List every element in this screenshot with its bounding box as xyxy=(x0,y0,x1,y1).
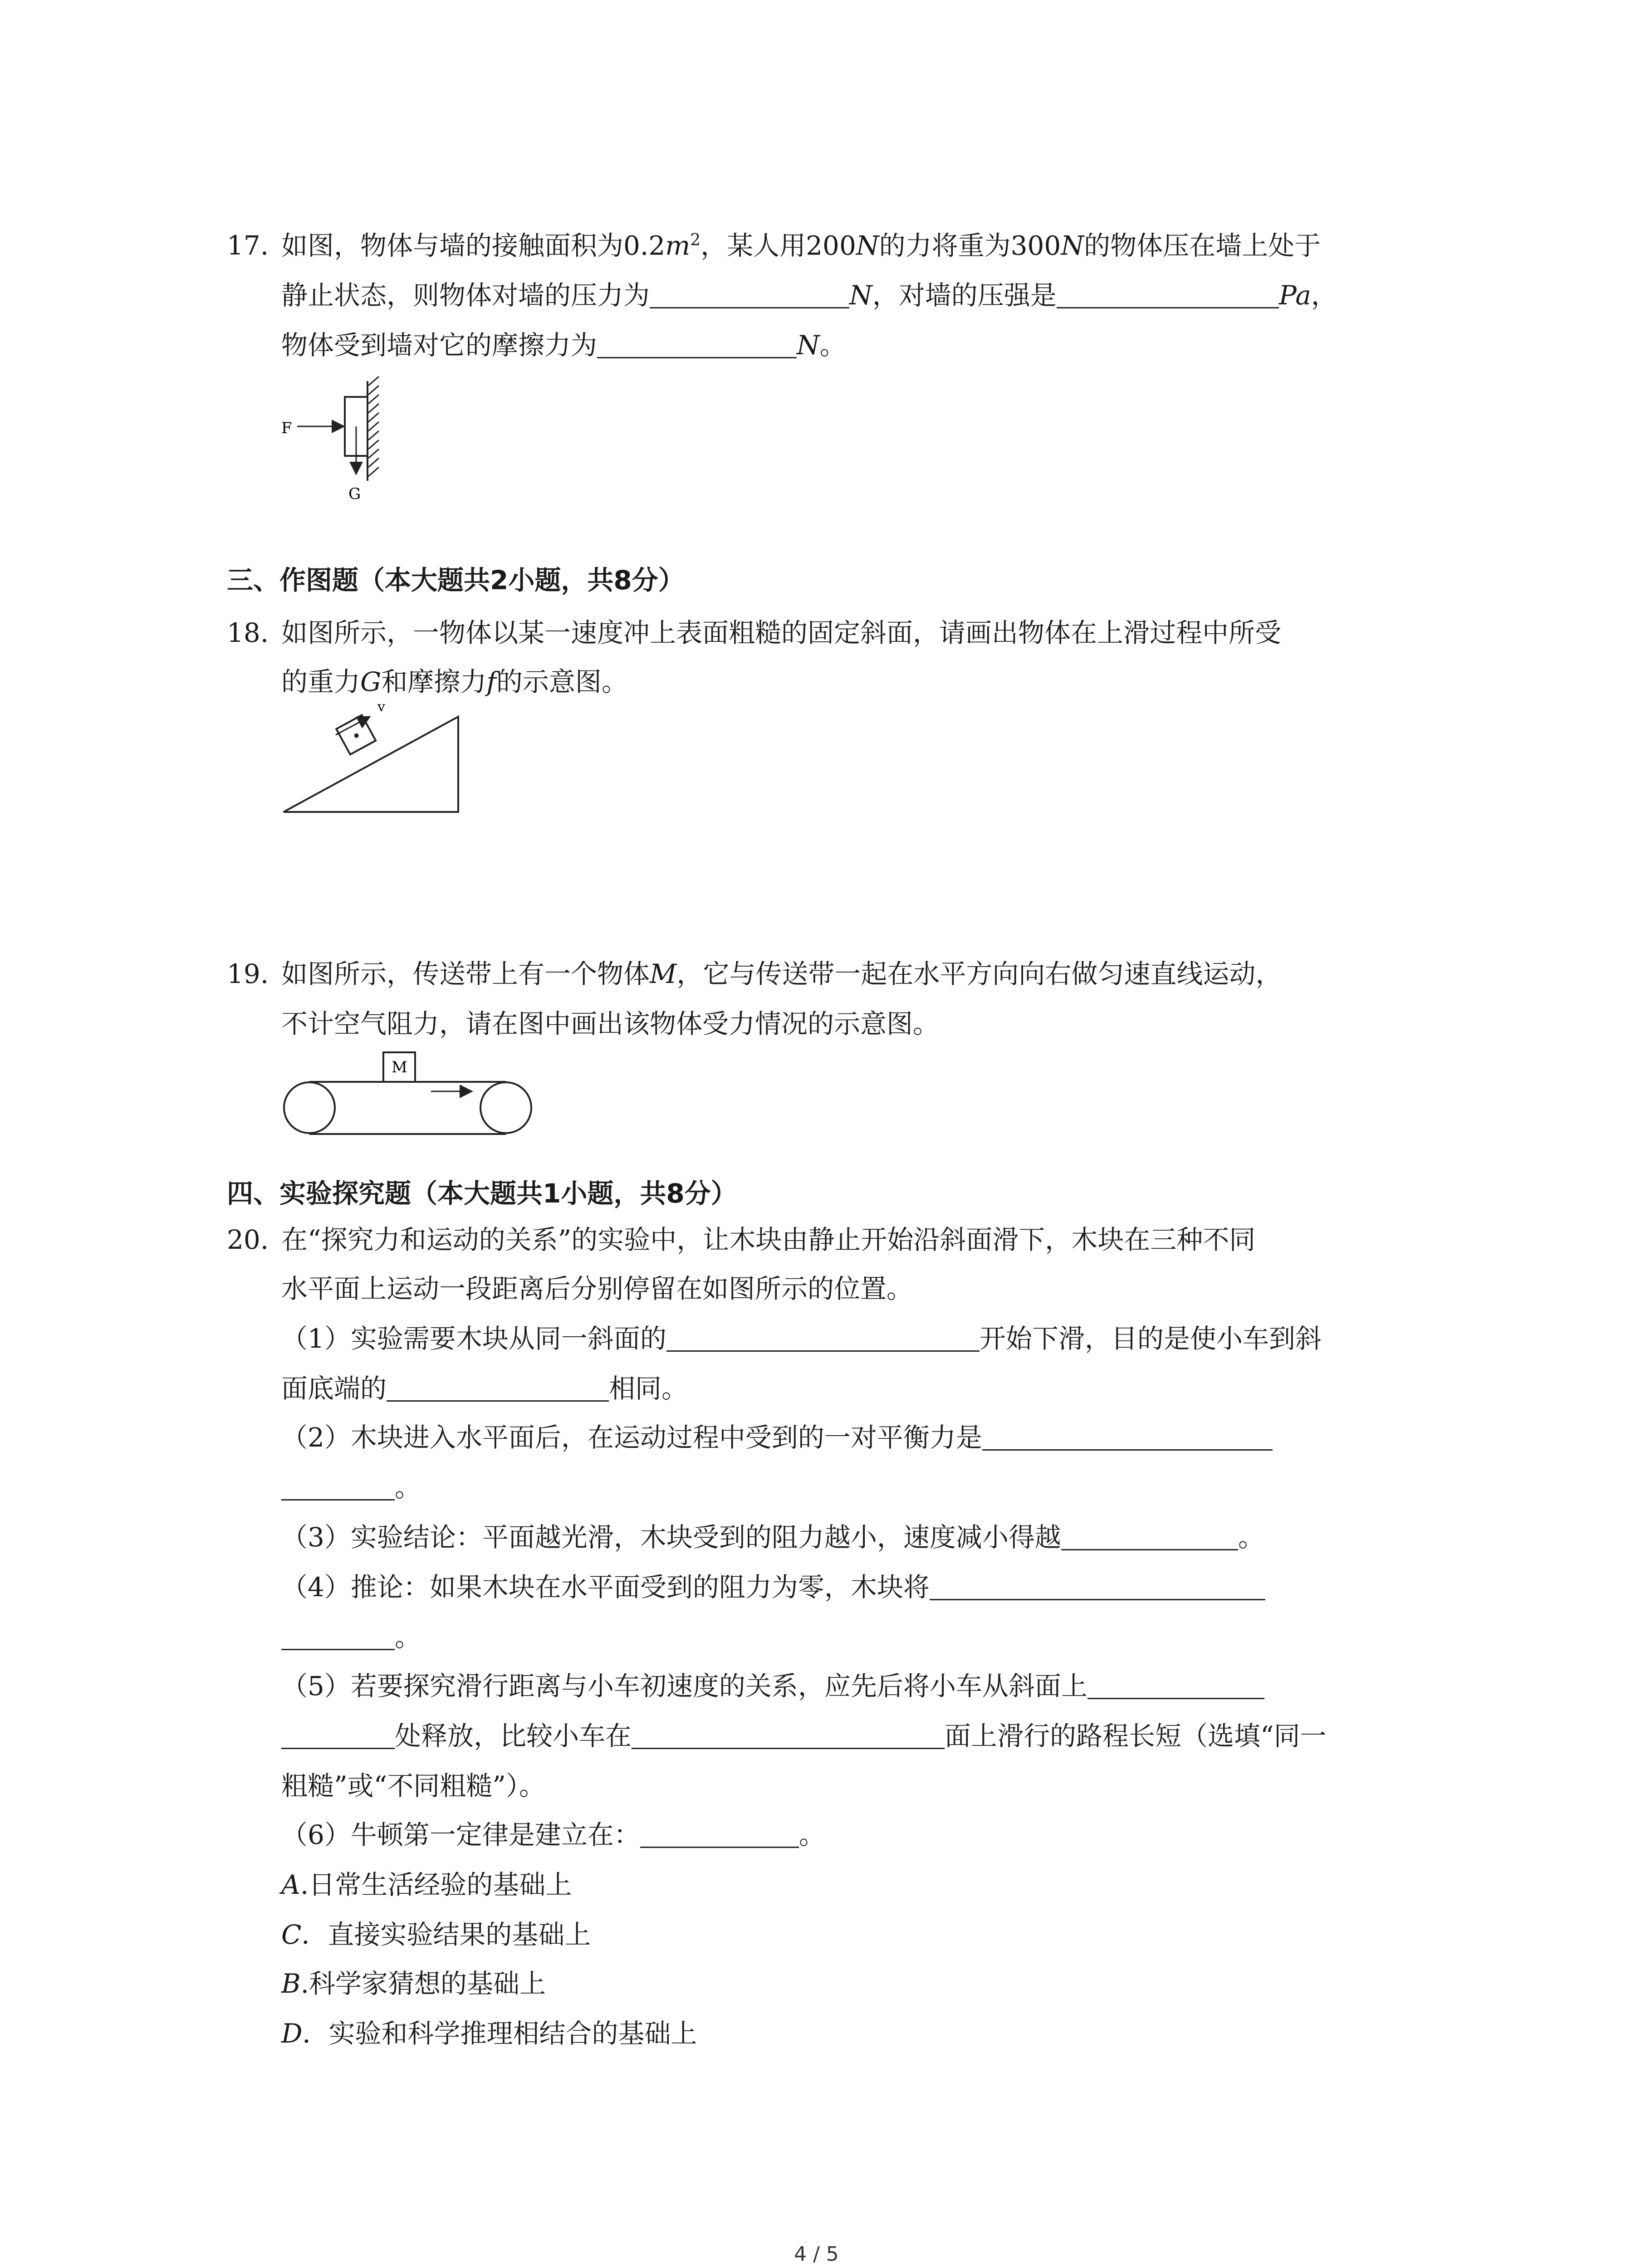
wall-hatching xyxy=(368,376,379,476)
q20-part-4-line-2 xyxy=(281,1624,421,1650)
option-text: ．实验和科学推理相结合的基础上 xyxy=(302,2018,697,2049)
q17-unit-N: N xyxy=(856,230,879,261)
q17-text: 物体受到墙对它的摩擦力为 xyxy=(281,330,598,361)
q19-symbol-M: M xyxy=(650,958,677,989)
q17-text: 如图，物体与墙的接触面积为0.2 xyxy=(281,230,666,261)
answer-blank[interactable] xyxy=(281,1475,395,1501)
q20-part-1-line-2 xyxy=(281,1375,688,1402)
q20-text: 。 xyxy=(395,1472,421,1503)
q20-text: 面底端的 xyxy=(281,1373,387,1404)
q20-option-A xyxy=(281,1869,572,1900)
answer-blank[interactable] xyxy=(1061,1525,1238,1550)
q18-text: 的重力 xyxy=(281,666,361,697)
answer-blank[interactable] xyxy=(1057,283,1279,308)
q20-part-5-line-1 xyxy=(281,1673,1264,1699)
pulley-right xyxy=(480,1082,531,1133)
label-F: F xyxy=(281,419,292,437)
block-on-incline xyxy=(336,715,376,754)
q20-intro-2: 水平面上运动一段距离后分别停留在如图所示的位置。 xyxy=(281,1273,913,1304)
answer-blank[interactable] xyxy=(930,1574,1265,1600)
q17-unit-N: N xyxy=(797,330,820,361)
q18-text: 和摩擦力 xyxy=(381,666,487,697)
q20-text: 。 xyxy=(1238,1522,1264,1553)
q20-text: 开始下滑，目的是使小车到斜 xyxy=(979,1323,1322,1354)
q20-text: （5）若要探究滑行距离与小车初速度的关系，应先后将小车从斜面上 xyxy=(281,1671,1087,1701)
q17-line-2 xyxy=(281,280,1337,311)
section-4-title: 四、实验探究题（本大题共1小题，共8分） xyxy=(227,1178,737,1209)
q19-text: 如图所示，传送带上有一个物体 xyxy=(281,958,650,989)
q20-text: 处释放，比较小车在 xyxy=(395,1721,632,1751)
q17-text: 。 xyxy=(819,330,846,361)
q20-part-5-line-3: 粗糙”或“不同粗糙”）。 xyxy=(281,1770,545,1801)
q18-symbol-f: f xyxy=(486,666,496,697)
pulley-left xyxy=(284,1082,335,1133)
q20-part-4-line-1 xyxy=(281,1572,1265,1603)
q17-unit-exp: 2 xyxy=(690,231,701,249)
q17-unit-N: N xyxy=(849,280,872,311)
label-G: G xyxy=(348,485,361,503)
q20-part-2-line-2 xyxy=(281,1474,421,1501)
q20-text: （1）实验需要木块从同一斜面的 xyxy=(281,1323,666,1354)
q17-unit-N: N xyxy=(1061,230,1084,261)
page-number: 4 / 5 xyxy=(794,2243,839,2266)
answer-blank[interactable] xyxy=(387,1376,609,1402)
q20-text: 面上滑行的路程长短（选填“同一 xyxy=(945,1721,1327,1751)
q17-line-3 xyxy=(281,330,846,361)
q19-line-1 xyxy=(281,958,1282,989)
q18-line-1: 如图所示，一物体以某一速度冲上表面粗糙的固定斜面，请画出物体在上滑过程中所受 xyxy=(281,617,1282,648)
option-text: .日常生活经验的基础上 xyxy=(300,1869,572,1900)
q18-text: 的示意图。 xyxy=(496,666,628,697)
answer-blank[interactable] xyxy=(666,1326,980,1352)
q19-text: ，它与传送带一起在水平方向向右做匀速直线运动， xyxy=(676,958,1282,989)
q20-part-3 xyxy=(281,1522,1264,1553)
q18-line-2 xyxy=(281,666,628,697)
q20-text: 。 xyxy=(395,1622,421,1652)
q20-text: （4）推论：如果木块在水平面受到的阻力为零，木块将 xyxy=(281,1572,930,1603)
q20-option-C xyxy=(281,1921,591,1948)
q20-text: （6）牛顿第一定律是建立在： xyxy=(281,1819,640,1850)
option-text: ．直接实验结果的基础上 xyxy=(301,1919,591,1950)
q20-part-2-line-1 xyxy=(281,1424,1273,1451)
q20-text: （2）木块进入水平面后，在运动过程中受到的一对平衡力是 xyxy=(281,1422,982,1453)
q18-figure-incline xyxy=(272,699,472,826)
q19-number: 19. xyxy=(227,958,269,989)
q19-figure-conveyor xyxy=(281,1043,535,1148)
q20-text: 。 xyxy=(798,1819,825,1850)
answer-blank[interactable] xyxy=(632,1723,945,1749)
q20-part-6 xyxy=(281,1819,825,1850)
option-text: .科学家猜想的基础上 xyxy=(300,1968,546,1999)
answer-blank[interactable] xyxy=(982,1425,1273,1451)
q17-number: 17. xyxy=(227,230,269,261)
q17-text: ， xyxy=(1311,280,1337,311)
q17-text: ，某人用200 xyxy=(700,230,856,261)
option-letter: A xyxy=(281,1869,300,1900)
option-letter: B xyxy=(281,1968,301,1999)
q20-option-D xyxy=(281,2020,697,2047)
q20-option-B xyxy=(281,1970,546,1997)
q20-part-1-line-1 xyxy=(281,1325,1322,1352)
q20-intro-1: 在“探究力和运动的关系”的实验中，让木块由静止开始沿斜面滑下，木块在三种不同 xyxy=(281,1224,1256,1255)
section-3-title: 三、作图题（本大题共2小题，共8分） xyxy=(227,565,685,596)
q17-unit-Pa: Pa xyxy=(1279,280,1311,311)
q17-text: ，对墙的压强是 xyxy=(872,280,1057,311)
answer-blank[interactable] xyxy=(597,332,797,358)
q18-symbol-G: G xyxy=(360,666,382,697)
q19-line-2: 不计空气阻力，请在图中画出该物体受力情况的示意图。 xyxy=(281,1008,940,1039)
q17-unit-m: m xyxy=(665,230,691,261)
q20-number: 20. xyxy=(227,1224,269,1255)
q18-number: 18. xyxy=(227,617,269,648)
option-letter: D xyxy=(281,2018,303,2049)
q20-part-5-line-2 xyxy=(281,1723,1327,1749)
option-letter: C xyxy=(281,1919,302,1950)
q17-text: 的物体压在墙上处于 xyxy=(1084,230,1321,261)
answer-blank[interactable] xyxy=(650,283,849,308)
answer-blank[interactable] xyxy=(640,1822,799,1848)
answer-blank[interactable] xyxy=(281,1624,395,1650)
object-M-label: M xyxy=(392,1058,407,1076)
q17-text: 的力将重为300 xyxy=(879,230,1061,261)
q20-text: 相同。 xyxy=(609,1373,688,1404)
q17-line-1 xyxy=(281,232,1321,259)
q20-text: （3）实验结论：平面越光滑，木块受到的阻力越小，速度减小得越 xyxy=(281,1522,1061,1553)
label-v: v xyxy=(377,699,385,715)
answer-blank[interactable] xyxy=(281,1723,395,1749)
q17-figure-wall-block xyxy=(272,372,408,508)
q17-text: 静止状态，则物体对墙的压力为 xyxy=(281,280,650,311)
answer-blank[interactable] xyxy=(1087,1673,1264,1699)
